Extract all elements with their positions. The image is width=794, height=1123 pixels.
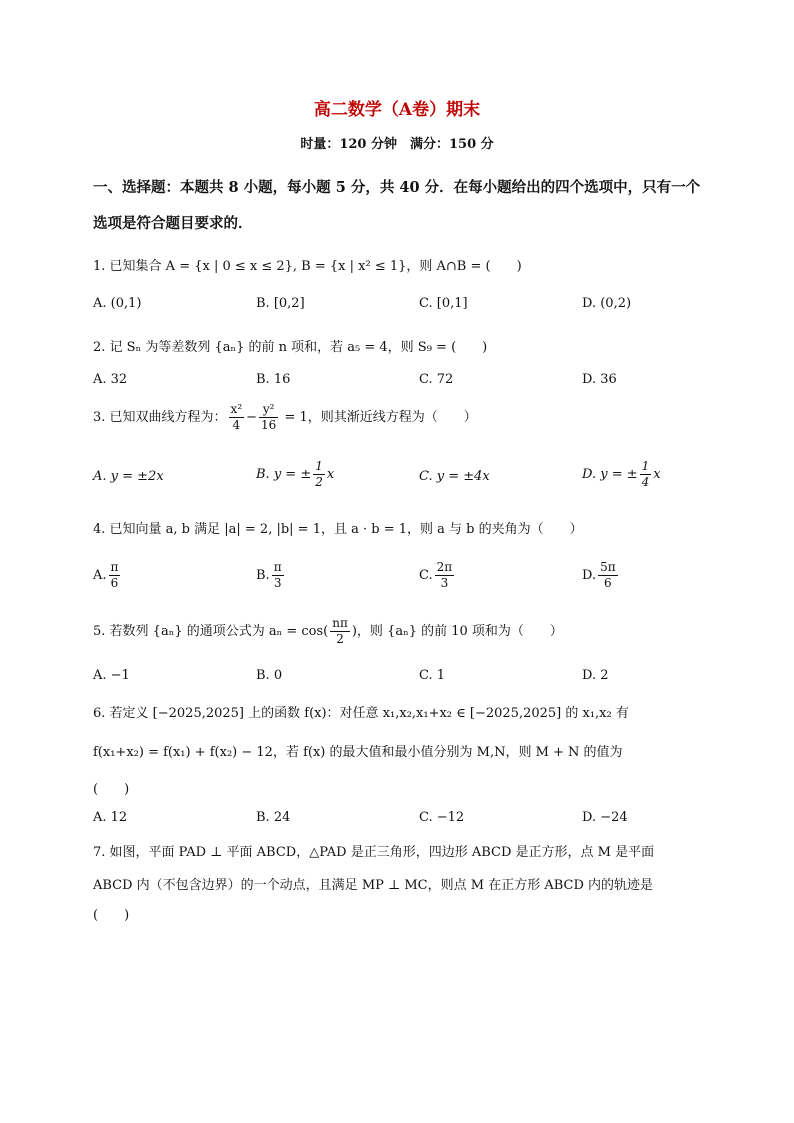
q3-fraction-y: $\frac{\text{y²}}{16}$ xyxy=(261,402,277,432)
question-7-line-1: 7. 如图，平面 PAD ⊥ 平面 ABCD，△PAD 是正三角形，四边形 ABCD 是正方形，点 M 是平面 xyxy=(93,845,655,860)
q6-option-c: C. −12 xyxy=(419,810,465,825)
exam-title: 高二数学（A卷）期末 xyxy=(313,100,481,120)
q4-option-a: A. $\frac{\pi}{6}$ xyxy=(93,560,119,590)
question-2-stem: 2. 记 Sₙ 为等差数列 {aₙ} 的前 n 项和，若 a₅ = 4，则 S₉ = ( ) xyxy=(93,340,488,355)
q3-stem-suffix: = 1，则其渐近线方程为（ ） xyxy=(280,410,477,425)
question-1-stem: 1. 已知集合 A = {x | 0 ≤ x ≤ 2}, B = {x | x² ≤ 1}，则 A∩B = ( ) xyxy=(93,259,522,274)
section-heading: 一、选择题：本题共 8 小题，每小题 5 分，共 40 分．在每小题给出的四个选项中，只有一个选项是符合题目要求的． xyxy=(93,179,701,232)
q4-option-b: B. $\frac{\pi}{3}$ xyxy=(256,560,282,590)
exam-subtitle: 时量：120 分钟 满分：150 分 xyxy=(300,137,494,152)
question-4-stem: 4. 已知向量 a, b 满足 |a| = 2, |b| = 1，且 a · b = 1，则 a 与 b 的夹角为（ ） xyxy=(93,522,583,537)
question-6-line-3: ( ) xyxy=(93,782,130,797)
q1-option-b: B. [0,2] xyxy=(256,296,305,311)
q5-option-c: C. 1 xyxy=(419,668,446,683)
q2-option-b: B. 16 xyxy=(256,372,291,387)
q5-fraction: $\frac{n\pi}{2}$ xyxy=(332,616,348,646)
q2-option-a: A. 32 xyxy=(93,372,128,387)
q3-option-b: B. y = ± $\frac{1}{2}$ x xyxy=(256,459,335,489)
q2-option-c: C. 72 xyxy=(419,372,454,387)
q1-option-c: C. [0,1] xyxy=(419,296,468,311)
question-6-line-1: 6. 若定义 [−2025,2025] 上的函数 f(x)：对任意 x₁,x₂,x₁+x₂ ∈ [−2025,2025] 的 x₁,x₂ 有 xyxy=(93,706,629,721)
q6-option-b: B. 24 xyxy=(256,810,291,825)
q2-option-d: D. 36 xyxy=(582,372,617,387)
q1-option-a: A. (0,1) xyxy=(93,296,142,311)
question-7-line-3: ( ) xyxy=(93,908,130,923)
q3-stem-prefix: 3. 已知双曲线方程为： xyxy=(93,410,227,425)
q3-option-a: A. y = ±2x xyxy=(93,469,164,484)
q5-option-a: A. −1 xyxy=(93,668,130,683)
q5-option-d: D. 2 xyxy=(582,668,609,683)
q3-option-c: C. y = ±4x xyxy=(419,469,490,484)
question-7-line-2: ABCD 内（不包含边界）的一个动点，且满足 MP ⊥ MC，则点 M 在正方形 ABCD 内的轨迹是 xyxy=(93,878,654,893)
q6-option-a: A. 12 xyxy=(93,810,128,825)
q1-option-d: D. (0,2) xyxy=(582,296,632,311)
q3-option-d: D. y = ± $\frac{1}{4}$ x xyxy=(582,459,661,489)
question-5-stem: 5. 若数列 {aₙ} 的通项公式为 aₙ = cos( $\frac{n\pi}{2}$ )，则 {aₙ} 的前 10 项和为（ ） xyxy=(93,616,563,646)
q5-option-b: B. 0 xyxy=(256,668,283,683)
q6-option-d: D. −24 xyxy=(582,810,628,825)
question-3-stem: 3. 已知双曲线方程为： $\frac{\text{x²}}{4}$ − $\frac{\text{y²}}{16}$ = 1，则其渐近线方程为（ ） xyxy=(93,402,477,432)
q4-option-c: C. $\frac{2\pi}{3}$ xyxy=(419,560,453,590)
q3-fraction-x: $\frac{\text{x²}}{4}$ xyxy=(230,402,243,432)
question-6-line-2: f(x₁+x₂) = f(x₁) + f(x₂) − 12，若 f(x) 的最大值和最小值分别为 M,N，则 M + N 的值为 xyxy=(93,745,623,760)
q4-option-d: D. $\frac{5\pi}{6}$ xyxy=(582,560,616,590)
